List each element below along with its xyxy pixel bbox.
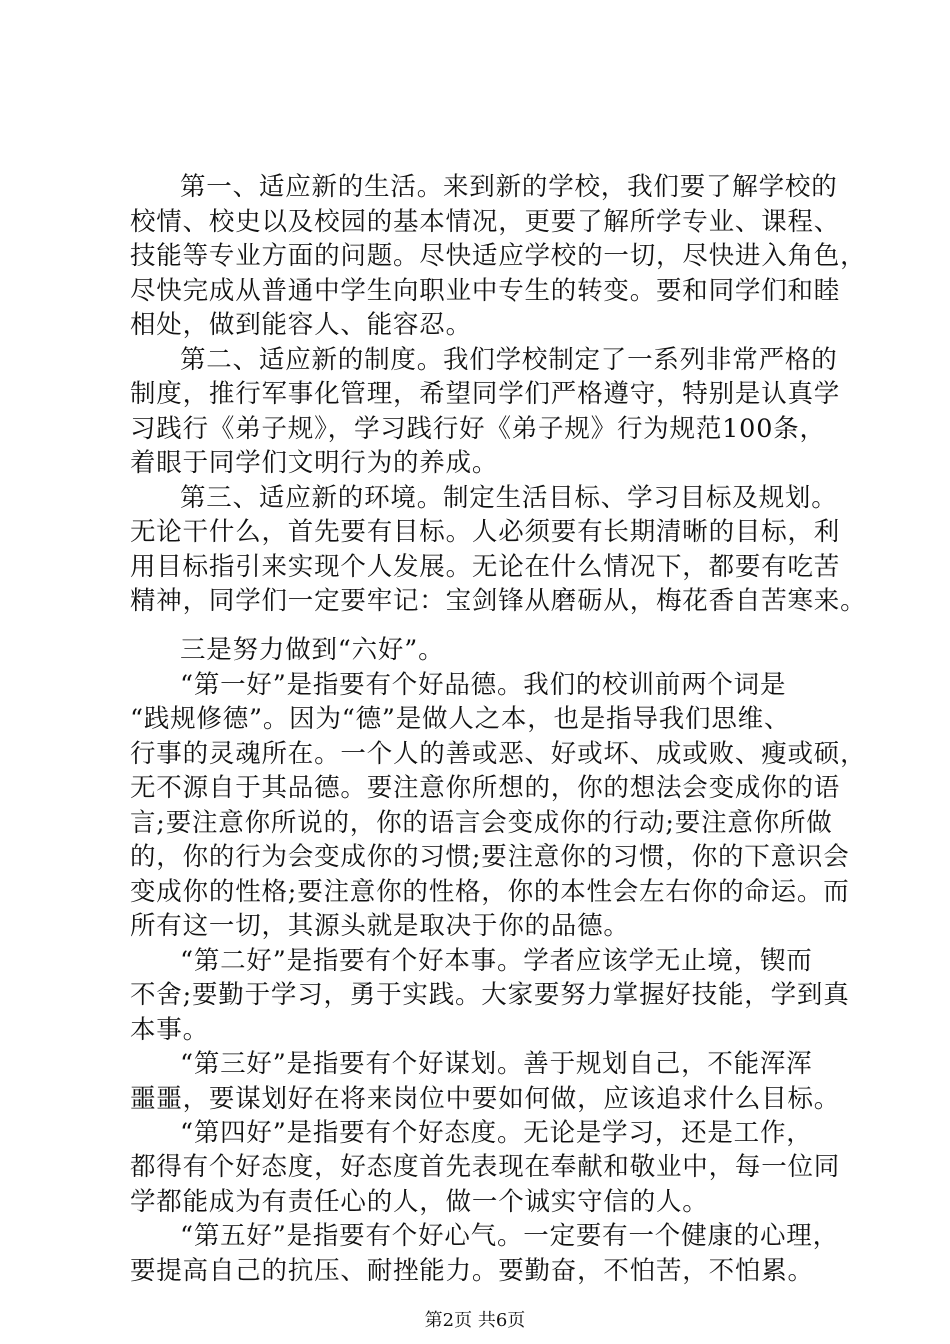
paragraph-line: 学都能成为有责任心的人，做一个诚实守信的人。	[130, 1186, 709, 1217]
paragraph-line: 用目标指引来实现个人发展。无论在什么情况下，都要有吃苦	[130, 551, 841, 582]
paragraph-line: 尽快完成从普通中学生向职业中专生的转变。要和同学们和睦	[130, 275, 841, 306]
paragraph-line: 校情、校史以及校园的基本情况，更要了解所学专业、课程、	[130, 206, 841, 237]
paragraph-line: 无不源自于其品德。要注意你所想的，你的想法会变成你的语	[130, 773, 841, 804]
paragraph-line: 本事。	[130, 1014, 209, 1045]
paragraph-line: 噩噩，要谋划好在将来岗位中要如何做，应该追求什么目标。	[130, 1083, 841, 1114]
paragraph-line: 相处，做到能容人、能容忍。	[130, 310, 472, 341]
paragraph-line: 习践行《弟子规》，学习践行好《弟子规》行为规范100条，	[130, 413, 826, 444]
section-heading: 三是努力做到“六好”。	[180, 635, 445, 666]
paragraph-line: 行事的灵魂所在。一个人的善或恶、好或坏、成或败、瘦或硕，	[130, 738, 867, 769]
paragraph-line: “第二好”是指要有个好本事。学者应该学无止境，锲而	[180, 945, 813, 976]
paragraph-line: “第四好”是指要有个好态度。无论是学习，还是工作，	[180, 1117, 813, 1148]
paragraph-line: 所有这一切，其源头就是取决于你的品德。	[130, 911, 630, 942]
paragraph-line: 无论干什么，首先要有目标。人必须要有长期清晰的目标，利	[130, 517, 841, 548]
paragraph-line: 要提高自己的抗压、耐挫能力。要勤奋，不怕苦，不怕累。	[130, 1255, 814, 1286]
paragraph-line: 第二、适应新的制度。我们学校制定了一系列非常严格的	[180, 344, 838, 375]
page-number-footer: 第2页 共6页	[424, 1310, 526, 1331]
paragraph-line: 技能等专业方面的问题。尽快适应学校的一切，尽快进入角色，	[130, 241, 867, 272]
paragraph-line: 变成你的性格;要注意你的性格，你的本性会左右你的命运。而	[130, 876, 850, 907]
paragraph-line: 第三、适应新的环境。制定生活目标、学习目标及规划。	[180, 482, 838, 513]
paragraph-line: 精神，同学们一定要牢记：宝剑锋从磨砺从，梅花香自苦寒来。	[130, 586, 867, 617]
paragraph-line: 都得有个好态度，好态度首先表现在奉献和敬业中，每一位同	[130, 1152, 841, 1183]
paragraph-line: 制度，推行军事化管理，希望同学们严格遵守，特别是认真学	[130, 379, 841, 410]
paragraph-line: 着眼于同学们文明行为的养成。	[130, 448, 499, 479]
paragraph-line: 言;要注意你所说的，你的语言会变成你的行动;要注意你所做	[130, 807, 833, 838]
paragraph-line: “第三好”是指要有个好谋划。善于规划自己，不能浑浑	[180, 1049, 813, 1080]
paragraph-line: “践规修德”。因为“德”是做人之本，也是指导我们思维、	[130, 704, 791, 735]
paragraph-line: 第一、适应新的生活。来到新的学校，我们要了解学校的	[180, 172, 838, 203]
paragraph-line: 不舍;要勤于学习，勇于实践。大家要努力掌握好技能，学到真	[130, 980, 850, 1011]
paragraph-line: 的，你的行为会变成你的习惯;要注意你的习惯，你的下意识会	[130, 842, 850, 873]
paragraph-line: “第一好”是指要有个好品德。我们的校训前两个词是	[180, 669, 787, 700]
paragraph-line: “第五好”是指要有个好心气。一定要有一个健康的心理，	[180, 1221, 839, 1252]
